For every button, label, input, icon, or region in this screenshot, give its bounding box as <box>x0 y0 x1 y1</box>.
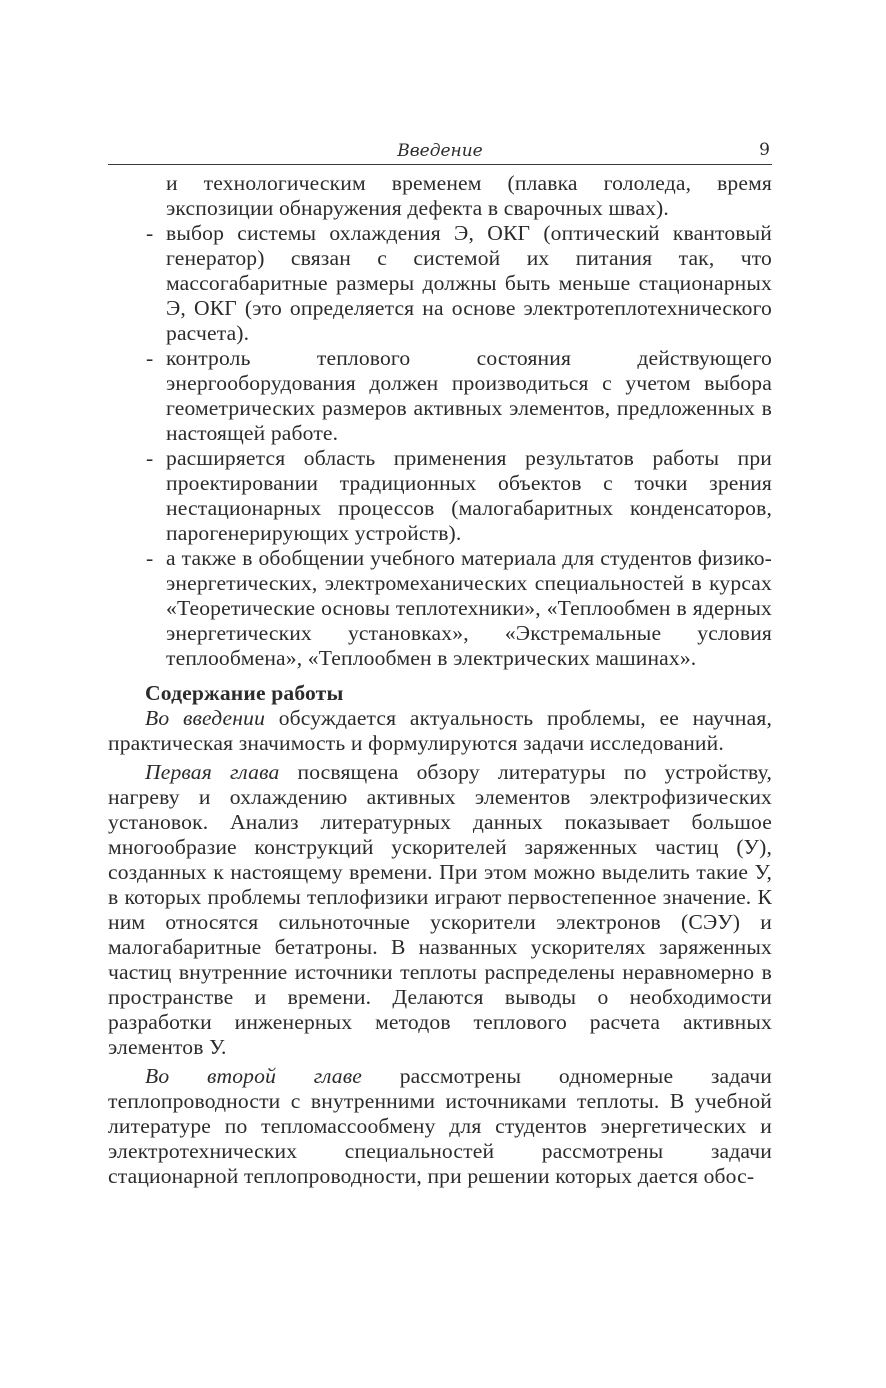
paragraph-introduction <box>108 706 772 756</box>
paragraph-text: посвящена обзору литературы по устройству, нагреву и охлаждению активных элементов электрофизических установок. Анализ литературных данных показывает большое многообразие конструкций ускорителей заряженных частиц (У), созданных к настоящему времени. При этом можно выделить такие У, в которых проблемы теплофизики играют первостепенное значение. К ним относятся сильноточные ускорители электронов (СЭУ) и малогабаритные бетатроны. В названных ускорителях заряженных частиц внутренние источники теплоты распределены неравномерно в пространстве и времени. Делаются выводы о необходимости разработки инженерных методов теплового расчета активных элементов У. <box>108 760 772 1059</box>
book-page <box>108 140 772 1189</box>
list-item <box>108 446 772 546</box>
continuation-paragraph: и технологическим временем (плавка гололеда, время экспозиции обнаружения дефекта в сварочных швах). <box>166 171 772 220</box>
list-item-text: контроль теплового состояния действующего энергооборудования должен производиться с учетом выбора геометрических размеров активных элементов, предложенных в настоящей работе. <box>166 346 772 445</box>
list-item-text: а также в обобщении учебного материала для студентов физико-энергетических, электромеханических специальностей в курсах «Теоретические основы теплотехники», «Теплообмен в ядерных энергетических установках», «Экстремальные условия теплообмена», «Теплообмен в электрических машинах». <box>166 546 772 670</box>
page-number: 9 <box>759 140 770 160</box>
paragraph-lead: Во второй главе <box>145 1064 363 1088</box>
paragraph-chapter-two <box>108 1064 772 1189</box>
dash-list <box>108 221 772 671</box>
running-head <box>108 140 772 165</box>
running-head-title: Введение <box>397 141 483 161</box>
section-heading: Содержание работы <box>145 681 344 705</box>
list-item <box>108 346 772 446</box>
dash-bullet: - <box>146 346 154 370</box>
body-text <box>108 171 772 1189</box>
list-item-text: расширяется область применения результатов работы при проектировании традиционных объектов с точки зрения нестационарных процессов (малогабаритных конденсаторов, парогенерирующих устройств). <box>166 446 772 545</box>
dash-bullet: - <box>146 546 154 570</box>
list-item <box>108 546 772 671</box>
paragraph-lead: Во введении <box>145 706 266 730</box>
paragraph-lead: Первая глава <box>145 760 280 784</box>
dash-bullet: - <box>146 446 154 470</box>
paragraph-text: обсуждается актуальность проблемы, ее научная, практическая значимость и формулируются задачи исследований. <box>108 706 772 755</box>
paragraph-text: рассмотрены одномерные задачи теплопроводности с внутренними источниками теплоты. В учебной литературе по тепломассообмену для студентов энергетических и электротехнических специальностей рассмотрены задачи стационарной теплопроводности, при решении которых дается обос- <box>108 1064 772 1188</box>
list-item <box>108 221 772 346</box>
list-item-text: выбор системы охлаждения Э, ОКГ (оптический квантовый генератор) связан с системой их питания так, что массогабаритные размеры должны быть меньше стационарных Э, ОКГ (это определяется на основе электротеплотехнического расчета). <box>166 221 772 345</box>
dash-bullet: - <box>146 221 154 245</box>
paragraph-chapter-one <box>108 760 772 1060</box>
